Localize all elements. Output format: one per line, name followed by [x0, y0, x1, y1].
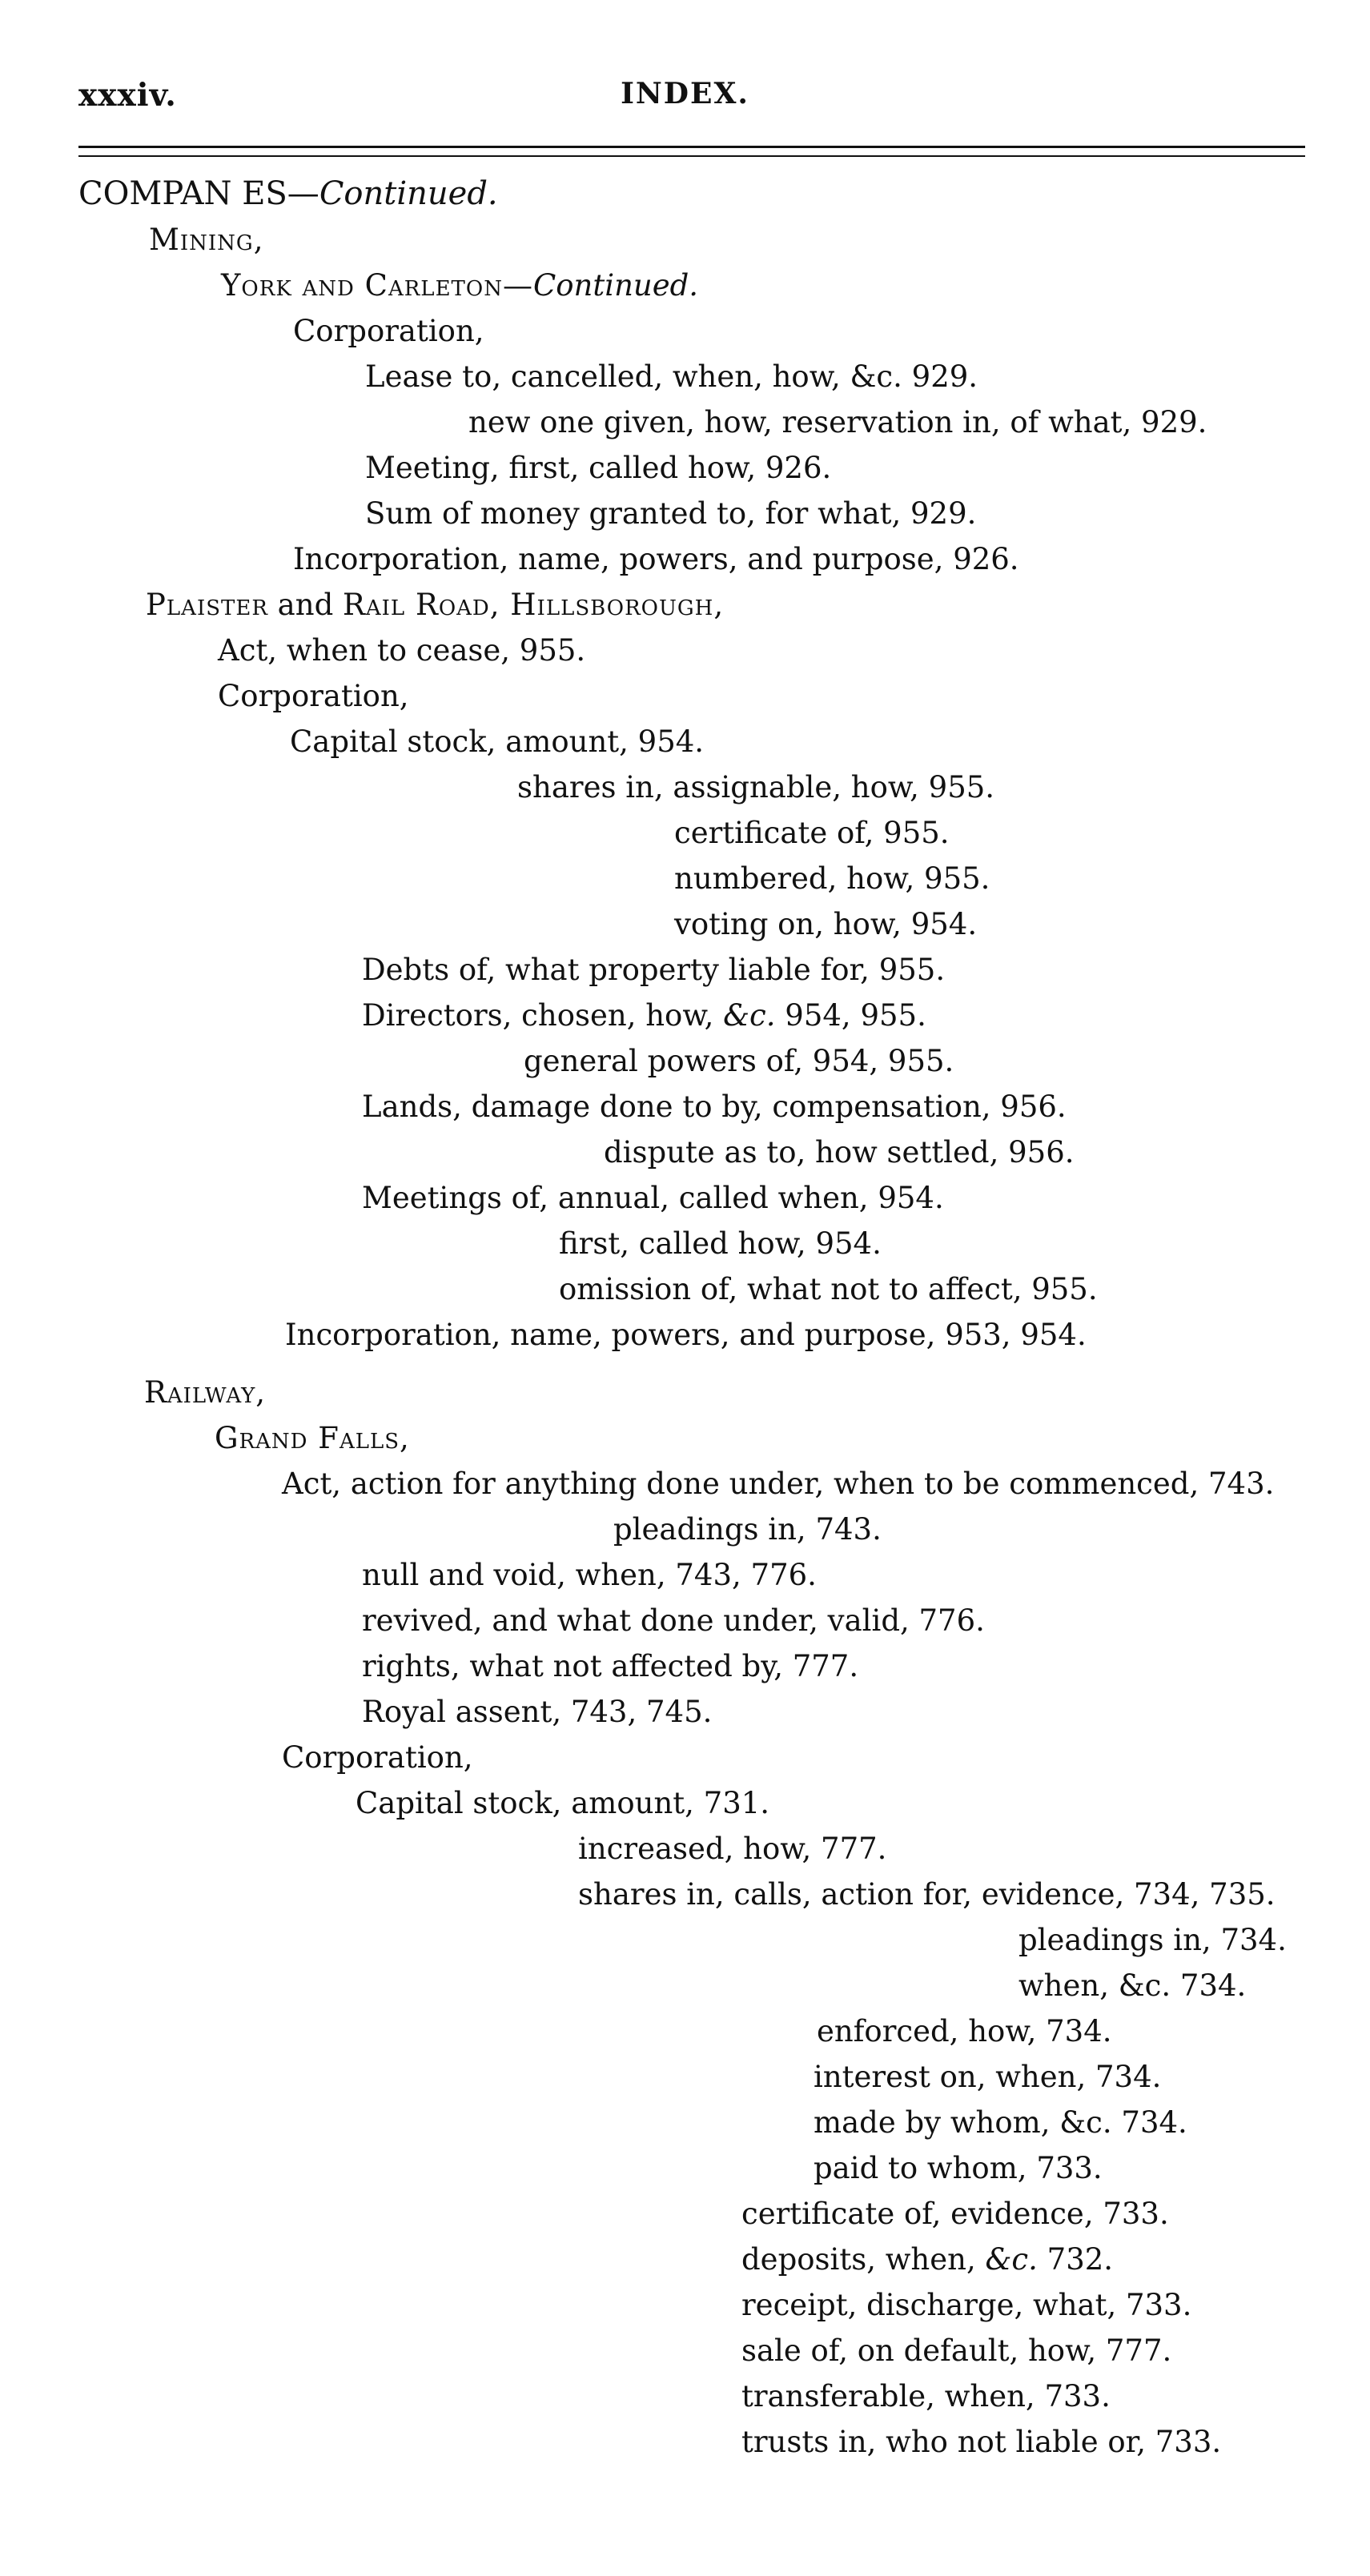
index-entry: new one given, how, reservation in, of what, 929. [468, 405, 1207, 439]
index-entry: Act, when to cease, 955. [218, 633, 586, 668]
index-entry: numbered, how, 955. [674, 861, 990, 896]
header-rule-thick [78, 146, 1305, 148]
index-entry: Mining, [149, 223, 264, 257]
index-entry: interest on, when, 734. [814, 2060, 1162, 2094]
index-entry [78, 171, 498, 217]
entry-head: York and Carleton— [221, 268, 533, 303]
index-entry: Corporation, [218, 679, 409, 713]
entry-etc: &c. [985, 2242, 1038, 2277]
index-entry: shares in, calls, action for, evidence, 734, 735. [578, 1877, 1276, 1912]
index-entry: Railway, [144, 1375, 266, 1410]
index-entry: revived, and what done under, valid, 776. [362, 1603, 985, 1638]
index-entry: sale of, on default, how, 777. [741, 2333, 1172, 2368]
header-rule-thin [78, 155, 1305, 157]
index-entry: Capital stock, amount, 731. [356, 1786, 770, 1820]
index-entry: voting on, how, 954. [674, 907, 978, 941]
index-entry: certificate of, evidence, 733. [741, 2197, 1169, 2231]
index-entry: Incorporation, name, powers, and purpose, 926. [293, 542, 1019, 576]
index-entry: receipt, discharge, what, 733. [741, 2288, 1192, 2322]
index-entry: enforced, how, 734. [817, 2014, 1112, 2048]
entry-tail: Rail Road, Hillsborough, [343, 588, 725, 622]
index-entry: when, &c. 734. [1018, 1968, 1247, 2003]
index-entry: Lands, damage done to by, compensation, 956. [362, 1089, 1067, 1124]
entry-head: deposits, when, [741, 2242, 986, 2277]
entry-tail: 954, 955. [775, 998, 926, 1033]
index-entry: pleadings in, 743. [613, 1512, 882, 1547]
index-entry: Corporation, [282, 1740, 473, 1775]
index-entry [221, 263, 698, 308]
index-entry: Incorporation, name, powers, and purpose, 953, 954. [285, 1318, 1087, 1352]
index-entry: Sum of money granted to, for what, 929. [365, 496, 977, 531]
index-entry: pleadings in, 734. [1018, 1923, 1287, 1957]
index-entry: trusts in, who not liable or, 733. [741, 2425, 1222, 2459]
running-title: INDEX. [621, 77, 749, 110]
index-entry: increased, how, 777. [578, 1832, 887, 1866]
entry-tail: 732. [1037, 2242, 1114, 2277]
index-entry: omission of, what not to affect, 955. [559, 1272, 1098, 1306]
index-entry [741, 2237, 1113, 2282]
entry-head: Plaister [146, 588, 268, 622]
index-entry: Capital stock, amount, 954. [290, 724, 705, 759]
index-entry: shares in, assignable, how, 955. [517, 770, 995, 804]
index-entry [362, 993, 926, 1038]
index-entry: Grand Falls, [215, 1421, 410, 1455]
index-entry: general powers of, 954, 955. [524, 1044, 954, 1078]
index-entry: Royal assent, 743, 745. [362, 1695, 713, 1729]
index-entry: Act, action for anything done under, when to be commenced, 743. [282, 1467, 1275, 1501]
entry-head: Directors, chosen, how, [362, 998, 724, 1033]
index-entry: Meeting, first, called how, 926. [365, 451, 832, 485]
index-entry: Meetings of, annual, called when, 954. [362, 1181, 944, 1215]
index-entry: paid to whom, 733. [814, 2151, 1103, 2185]
index-entry: made by whom, &c. 734. [814, 2105, 1187, 2140]
entry-continued: Continued. [319, 175, 498, 212]
index-entry: rights, what not affected by, 777. [362, 1649, 859, 1683]
entry-conjunction: and [267, 588, 344, 622]
entry-continued: Continued. [532, 268, 699, 303]
index-entry: null and void, when, 743, 776. [362, 1558, 817, 1592]
index-entry: Corporation, [293, 314, 484, 348]
index-entry: Lease to, cancelled, when, how, &c. 929. [365, 359, 978, 394]
page-number: xxxiv. [78, 77, 177, 114]
index-entry: transferable, when, 733. [741, 2379, 1111, 2413]
entry-etc: &c. [723, 998, 776, 1033]
index-entry: first, called how, 954. [559, 1226, 882, 1261]
index-entry: certificate of, 955. [674, 816, 950, 850]
entry-head: COMPAN ES— [78, 175, 319, 212]
index-entry: Debts of, what property liable for, 955. [362, 953, 946, 987]
index-entry: dispute as to, how settled, 956. [604, 1135, 1075, 1170]
index-entry [146, 582, 724, 628]
